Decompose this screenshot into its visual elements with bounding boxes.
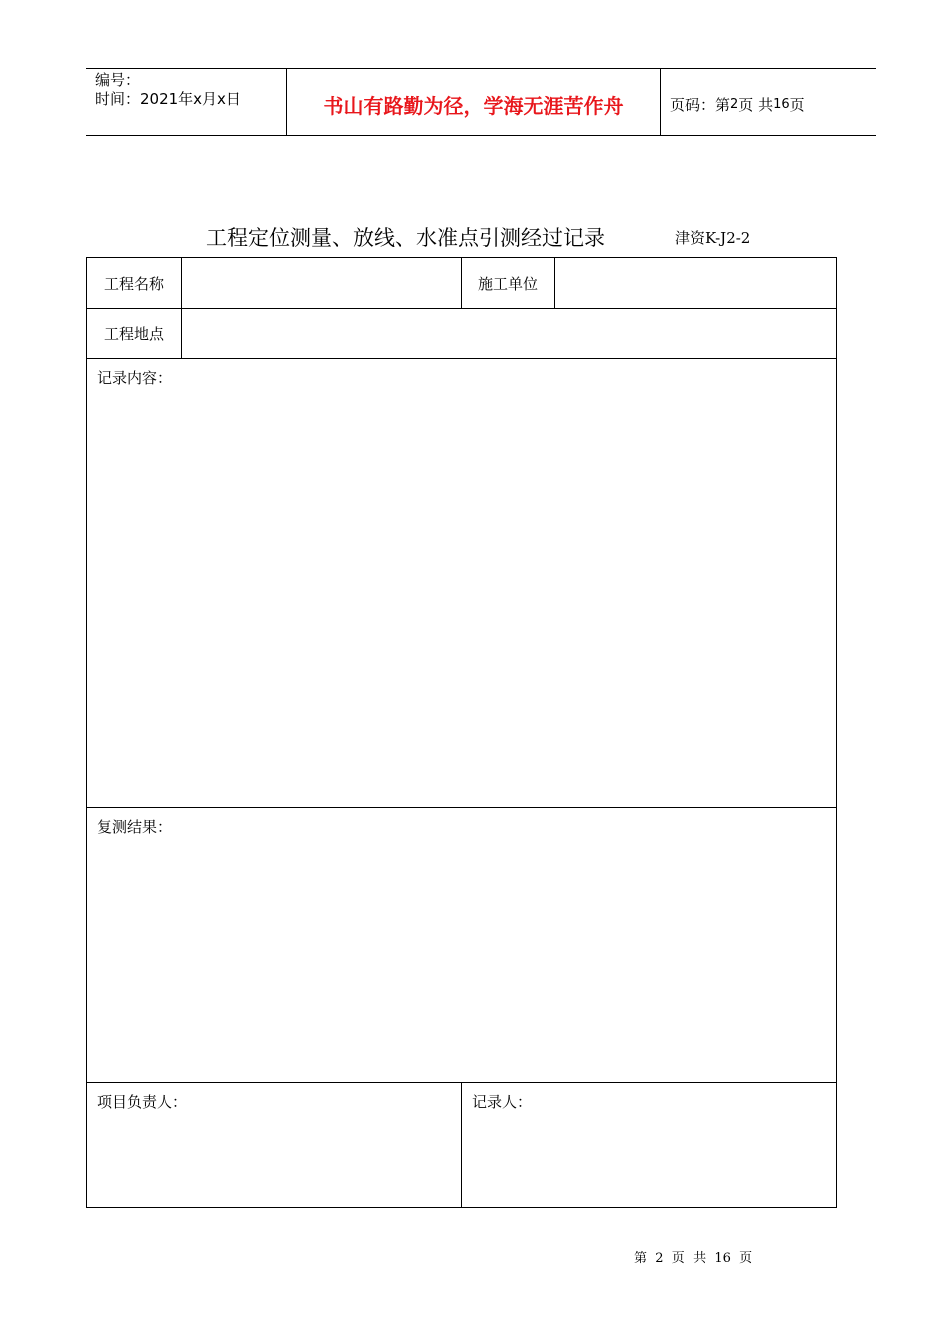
- document-code: 津资K-J2-2: [675, 229, 751, 247]
- header-page-mid: 页 共: [738, 95, 774, 114]
- header-time-label: 时间：2021年x月x日: [95, 90, 241, 108]
- project-location-field[interactable]: [182, 309, 836, 358]
- header-page-suffix: 页: [789, 95, 805, 114]
- project-name-label: 工程名称: [87, 258, 182, 308]
- recheck-result-area[interactable]: [87, 808, 836, 1083]
- record-content-area[interactable]: [87, 359, 836, 808]
- document-title: 工程定位测量、放线、水准点引测经过记录: [206, 226, 605, 250]
- form-row-location: [87, 309, 836, 359]
- header-number-label: 编号：: [95, 71, 141, 89]
- recorder-signature-area[interactable]: [462, 1083, 836, 1207]
- recorder-label: 记录人：: [472, 1093, 533, 1111]
- project-location-label: 工程地点: [87, 309, 182, 358]
- footer-page-number: 第 2 页 共 16 页: [634, 1251, 753, 1266]
- project-name-field[interactable]: [182, 258, 462, 308]
- form-row-signatures: [87, 1083, 836, 1207]
- project-manager-signature-area[interactable]: [87, 1083, 462, 1207]
- record-form: [86, 257, 837, 1208]
- header-page-current: 2: [730, 96, 739, 112]
- header-page-info: [661, 69, 876, 135]
- header-slogan: 书山有路勤为径，学海无涯苦作舟: [287, 69, 661, 135]
- record-content-label: 记录内容：: [97, 369, 173, 387]
- page-header: [86, 68, 876, 136]
- header-page-total: 16: [773, 96, 790, 112]
- construction-unit-field[interactable]: [555, 258, 836, 308]
- recheck-result-label: 复测结果：: [97, 818, 173, 836]
- form-row-name-unit: [87, 258, 836, 309]
- header-meta: [86, 69, 287, 135]
- construction-unit-label: 施工单位: [462, 258, 555, 308]
- header-page-prefix: 页码：第: [670, 95, 731, 114]
- title-row: [0, 222, 950, 252]
- project-manager-label: 项目负责人：: [97, 1093, 188, 1111]
